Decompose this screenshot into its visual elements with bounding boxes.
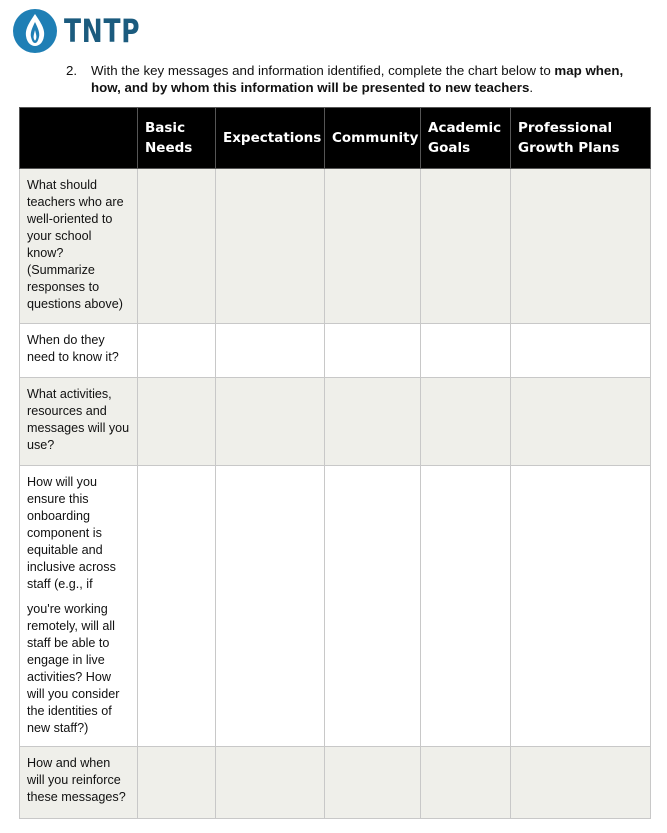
column-header-basic-needs: Basic Needs xyxy=(138,108,216,169)
tntp-logo xyxy=(12,8,162,54)
column-header-professional-growth-plans: Professional Growth Plans xyxy=(511,108,651,169)
row-label-continued: you're working remotely, will all staff be able to engage in live activities? How will you consider the identities of new staff?) xyxy=(27,602,120,735)
instruction-text xyxy=(66,62,646,96)
table-cell[interactable] xyxy=(511,169,651,324)
table-cell[interactable] xyxy=(138,466,216,747)
table-cell[interactable] xyxy=(421,169,511,324)
table-header-row xyxy=(20,108,651,169)
table-cell[interactable] xyxy=(511,378,651,466)
table-cell[interactable] xyxy=(138,747,216,819)
table-cell[interactable] xyxy=(421,324,511,378)
table-cell[interactable] xyxy=(325,747,421,819)
row-label: How and when will you reinforce these messages? xyxy=(20,747,138,819)
row-label-part: How will you ensure this onboarding component is equitable and inclusive across staff (e.g., if xyxy=(27,475,116,591)
column-header-community: Community xyxy=(325,108,421,169)
table-cell[interactable] xyxy=(216,169,325,324)
instruction-plain: With the key messages and information identified, complete the chart below to xyxy=(91,63,555,78)
flame-logo-icon xyxy=(12,8,58,54)
table-cell[interactable] xyxy=(421,466,511,747)
table-cell[interactable] xyxy=(325,169,421,324)
instruction-number: 2. xyxy=(66,63,78,78)
row-label: When do they need to know it? xyxy=(20,324,138,378)
table-row xyxy=(20,466,651,747)
table-row xyxy=(20,169,651,324)
table-cell[interactable] xyxy=(138,169,216,324)
logo-wordmark: TNTP xyxy=(64,12,141,50)
instruction-bold: map when, how, and by whom this information will be presented to new teachers xyxy=(91,63,624,95)
table-cell[interactable] xyxy=(138,324,216,378)
column-header xyxy=(20,108,138,169)
table-cell[interactable] xyxy=(216,324,325,378)
table-cell[interactable] xyxy=(138,378,216,466)
row-label xyxy=(20,466,138,747)
row-label: What activities, resources and messages will you use? xyxy=(20,378,138,466)
table-row xyxy=(20,324,651,378)
row-label: What should teachers who are well-oriented to your school know? (Summarize responses to questions above) xyxy=(20,169,138,324)
table-cell[interactable] xyxy=(325,466,421,747)
column-header-expectations: Expectations xyxy=(216,108,325,169)
table-cell[interactable] xyxy=(511,466,651,747)
table-cell[interactable] xyxy=(511,747,651,819)
table-cell[interactable] xyxy=(421,747,511,819)
table-cell[interactable] xyxy=(216,747,325,819)
table-cell[interactable] xyxy=(325,324,421,378)
column-header-academic-goals: Academic Goals xyxy=(421,108,511,169)
table-cell[interactable] xyxy=(511,324,651,378)
instruction-end: . xyxy=(529,80,534,95)
table-cell[interactable] xyxy=(421,378,511,466)
table-cell[interactable] xyxy=(216,378,325,466)
table-row xyxy=(20,747,651,819)
onboarding-map-table xyxy=(19,107,651,819)
table-row xyxy=(20,378,651,466)
table-cell[interactable] xyxy=(325,378,421,466)
table-cell[interactable] xyxy=(216,466,325,747)
